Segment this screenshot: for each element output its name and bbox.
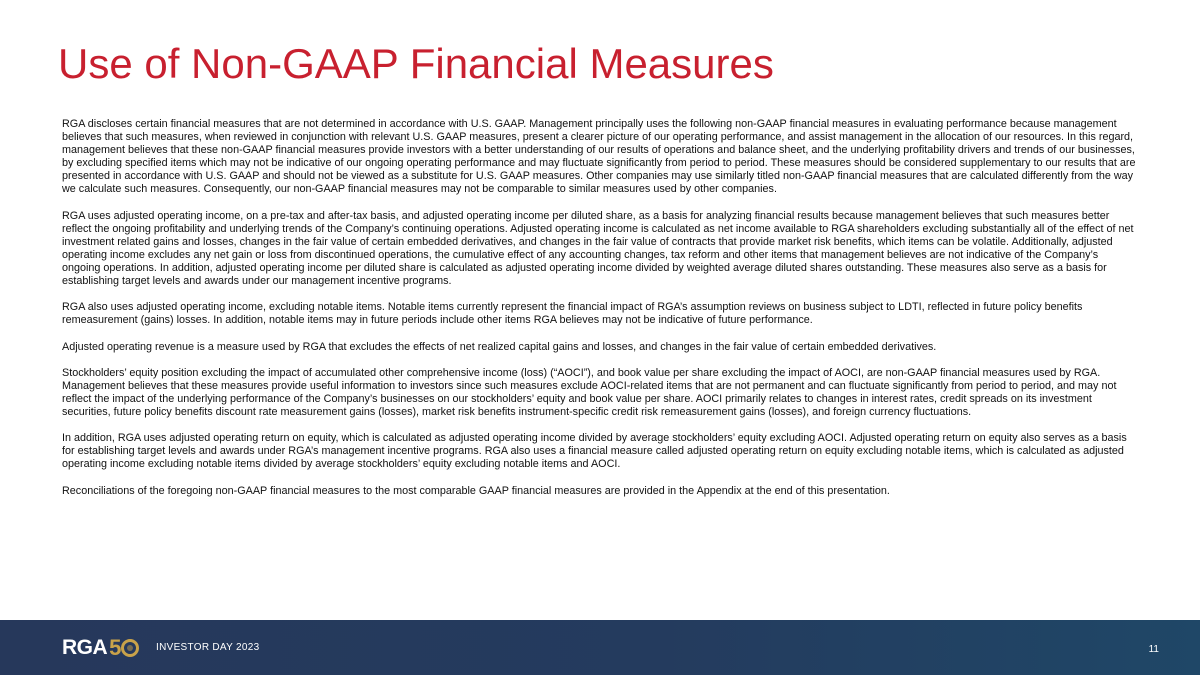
paragraph-stockholders-equity: Stockholders’ equity position excluding the impact of accumulated other comprehensive income (loss) (“AOCI”), and book value per share excluding the impact of AOCI, are non-GAAP financial measures used by RGA. Management believes that these measures provide useful information to investors since such measures exclude AOCI-related items that are not permanent and can fluctuate significantly from period to period, and may not reflect the impact of the underlying performance of the Company’s businesses on our stockholders’ equity and book value per share. AOCI primarily relates to changes in interest rates, credit spreads on its investment securities, future policy benefits discount rate measurement gains (losses), market risk benefits instrument-specific credit risk remeasurement gains (losses), and foreign currency fluctuations. xyxy=(62,366,1117,419)
logo-digit-five: 5 xyxy=(109,635,122,660)
rga-50-anniversary-logo xyxy=(62,637,139,659)
paragraph-adjusted-operating-income: RGA uses adjusted operating income, on a pre-tax and after-tax basis, and adjusted operating income per diluted share, as a basis for analyzing financial results because management believes that such measures better reflect the ongoing profitability and underlying trends of the Company’s continuing operations. Adjusted operating income is calculated as net income available to RGA shareholders excluding substantially all of the effect of net investment related gains and losses, changes in the fair value of certain embedded derivatives, and changes in the fair value of contracts that provide market risk benefits, which items can be volatile. Additionally, adjusted operating income excludes any net gain or loss from discontinued operations, the cumulative effect of any accounting changes, tax reform and other items that management believes are not indicative of the Company’s ongoing operations. In addition, adjusted operating income per diluted share is calculated as adjusted operating income divided by weighted average diluted shares outstanding. These measures also serve as a basis for establishing target levels and awards under our management incentive programs. xyxy=(62,209,1134,288)
footer-bar xyxy=(0,620,1200,675)
paragraph-return-on-equity: In addition, RGA uses adjusted operating return on equity, which is calculated as adjusted operating income divided by average stockholders’ equity excluding AOCI. Adjusted operating return on equity also serves as a basis for establishing target levels and awards under RGA’s management incentive programs. RGA also uses a financial measure called adjusted operating return on equity excluding notable items, which is calculated as adjusted operating income excluding notable items divided by average stockholders’ equity excluding notable items and AOCI. xyxy=(62,432,1127,471)
paragraph-adjusted-operating-revenue: Adjusted operating revenue is a measure used by RGA that excludes the effects of net realized capital gains and losses, and changes in the fair value of certain embedded derivatives. xyxy=(62,340,937,353)
logo-50-mark xyxy=(109,637,139,659)
paragraph-reconciliations: Reconciliations of the foregoing non-GAAP financial measures to the most comparable GAAP financial measures are provided in the Appendix at the end of this presentation. xyxy=(62,484,890,497)
logo-wordmark: RGA xyxy=(62,636,108,659)
paragraph-disclosure: RGA discloses certain financial measures that are not determined in accordance with U.S. GAAP. Management principally uses the following non-GAAP financial measures in evaluating performance because management believes that such measures, when reviewed in conjunction with relevant U.S. GAAP measures, present a clearer picture of our operating performance, and assist management in the allocation of our resources. In this regard, management believes that these non-GAAP financial measures provide investors with a better understanding of our results of operations and balance sheet, and the underlying profitability drivers and trends of our businesses, by excluding specified items which may not be indicative of our ongoing operating performance and may fluctuate significantly from period to period. These measures should be considered supplementary to our results that are presented in accordance with U.S. GAAP and should not be viewed as a substitute for U.S. GAAP measures. Other companies may use similarly titled non-GAAP financial measures that are calculated differently from the way we calculate such measures. Consequently, our non-GAAP financial measures may not be comparable to similar measures used by other companies. xyxy=(62,118,1136,196)
body-text xyxy=(62,118,1136,511)
slide-title: Use of Non-GAAP Financial Measures xyxy=(58,40,774,87)
page-number: 11 xyxy=(1148,644,1159,655)
paragraph-notable-items: RGA also uses adjusted operating income, excluding notable items. Notable items currently represent the financial impact of RGA’s assumption reviews on business subject to LDTI, reflected in future policy benefits remeasurement (gains) losses. In addition, notable items may in future periods include other items RGA believes may not be indicative of future performance. xyxy=(62,301,1083,327)
logo-ring-icon xyxy=(121,639,139,657)
event-label: INVESTOR DAY 2023 xyxy=(156,642,260,653)
